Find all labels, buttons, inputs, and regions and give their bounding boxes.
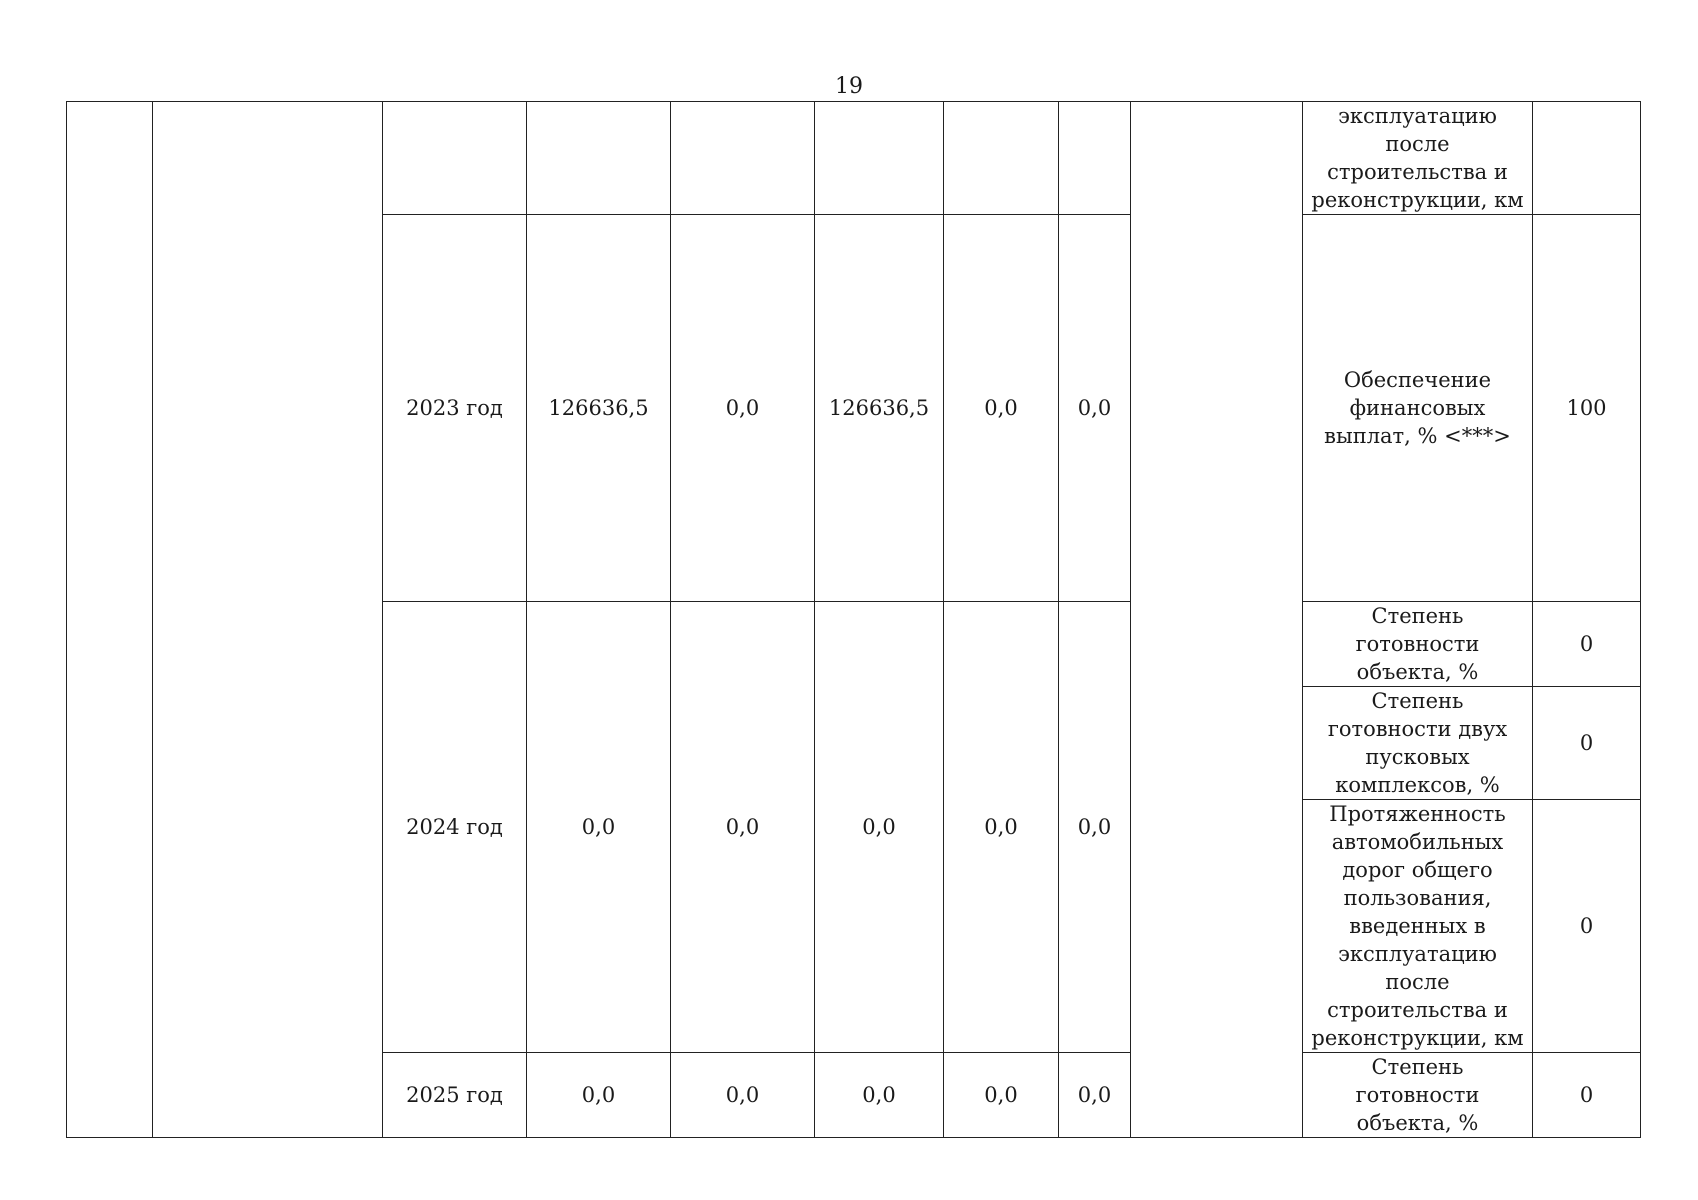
indicator-value bbox=[1533, 102, 1641, 215]
indicator-value: 100 bbox=[1533, 215, 1641, 602]
indicator-label: эксплуатацию после строительства и реконструкции, км bbox=[1303, 102, 1533, 215]
other-sources-cell: 0,0 bbox=[1059, 1053, 1131, 1138]
total-cell: 0,0 bbox=[527, 1053, 671, 1138]
indicator-label: Степень готовности объекта, % bbox=[1303, 602, 1533, 687]
indicator-label: Степень готовности двух пусковых комплексов, % bbox=[1303, 687, 1533, 800]
local-budget-cell: 0,0 bbox=[944, 1053, 1059, 1138]
local-budget-cell: 0,0 bbox=[944, 602, 1059, 1053]
page-number: 19 bbox=[835, 74, 863, 99]
indicator-value: 0 bbox=[1533, 602, 1641, 687]
local-budget-cell bbox=[944, 102, 1059, 215]
executor-cell bbox=[1131, 102, 1303, 1138]
regional-budget-cell: 126636,5 bbox=[815, 215, 944, 602]
program-table bbox=[66, 101, 1641, 1138]
federal-budget-cell bbox=[671, 102, 815, 215]
number-cell bbox=[67, 102, 153, 1138]
year-cell: 2023 год bbox=[383, 215, 527, 602]
indicator-label: Степень готовности объекта, % bbox=[1303, 1053, 1533, 1138]
federal-budget-cell: 0,0 bbox=[671, 602, 815, 1053]
local-budget-cell: 0,0 bbox=[944, 215, 1059, 602]
other-sources-cell bbox=[1059, 102, 1131, 215]
year-cell bbox=[383, 102, 527, 215]
indicator-label: Протяженность автомобильных дорог общего пользования, введенных в эксплуатацию после строительства и реконструкции, км bbox=[1303, 800, 1533, 1053]
indicator-value: 0 bbox=[1533, 1053, 1641, 1138]
other-sources-cell: 0,0 bbox=[1059, 602, 1131, 1053]
federal-budget-cell: 0,0 bbox=[671, 1053, 815, 1138]
table-row bbox=[67, 102, 1641, 215]
total-cell: 0,0 bbox=[527, 602, 671, 1053]
total-cell bbox=[527, 102, 671, 215]
indicator-label: Обеспечение финансовых выплат, % <***> bbox=[1303, 215, 1533, 602]
indicator-value: 0 bbox=[1533, 800, 1641, 1053]
year-cell: 2025 год bbox=[383, 1053, 527, 1138]
regional-budget-cell bbox=[815, 102, 944, 215]
indicator-value: 0 bbox=[1533, 687, 1641, 800]
regional-budget-cell: 0,0 bbox=[815, 1053, 944, 1138]
regional-budget-cell: 0,0 bbox=[815, 602, 944, 1053]
year-cell: 2024 год bbox=[383, 602, 527, 1053]
total-cell: 126636,5 bbox=[527, 215, 671, 602]
name-cell bbox=[153, 102, 383, 1138]
federal-budget-cell: 0,0 bbox=[671, 215, 815, 602]
other-sources-cell: 0,0 bbox=[1059, 215, 1131, 602]
